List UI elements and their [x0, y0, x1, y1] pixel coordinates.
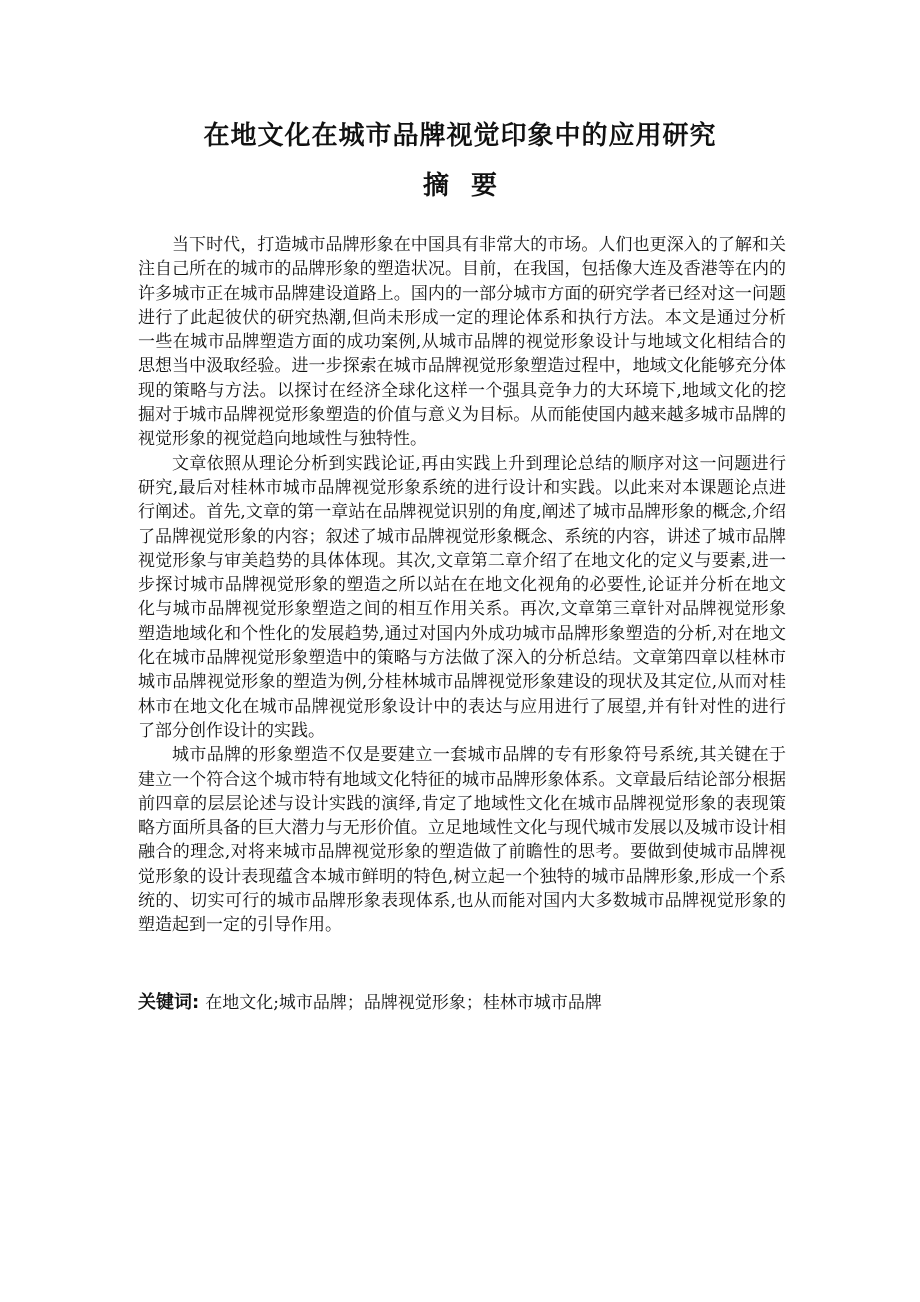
abstract-paragraph: 城市品牌的形象塑造不仅是要建立一套城市品牌的专有形象符号系统,其关键在于建立一个符合这个城市特有地域文化特征的城市品牌形象体系。文章最后结论部分根据前四章的层层论述与设计实践的演绎,肯定了地域性文化在城市品牌视觉形象的表现策略方面所具备的巨大潜力与无形价值。立足地域性文化与现代城市发展以及城市设计相融合的理念,对将来城市品牌视觉形象的塑造做了前瞻性的思考。要做到使城市品牌视觉形象的设计表现蕴含本城市鲜明的特色,树立起一个独特的城市品牌形象,形成一个系统的、切实可行的城市品牌形象表现体系,也从而能对国内大多数城市品牌视觉形象的塑造起到一定的引导作用。 — [138, 745, 786, 936]
abstract-body — [138, 233, 786, 938]
abstract-paragraph: 当下时代，打造城市品牌形象在中国具有非常大的市场。人们也更深入的了解和关注自己所在的城市的品牌形象的塑造状况。目前，在我国，包括像大连及香港等在内的许多城市正在城市品牌建设道路上。国内的一部分城市方面的研究学者已经对这一问题进行了此起彼伏的研究热潮,但尚未形成一定的理论体系和执行方法。本文是通过分析一些在城市品牌塑造方面的成功案例,从城市品牌的视觉形象设计与地域文化相结合的思想当中汲取经验。进一步探索在城市品牌视觉形象塑造过程中，地域文化能够充分体现的策略与方法。以探讨在经济全球化这样一个强具竞争力的大环境下,地域文化的挖掘对于城市品牌视觉形象塑造的价值与意义为目标。从而能使国内越来越多城市品牌的视觉形象的视觉趋向地域性与独特性。 — [138, 235, 786, 450]
keywords-label: 关键词: — [138, 992, 200, 1013]
keywords-value: 在地文化;城市品牌；品牌视觉形象；桂林市城市品牌 — [205, 993, 602, 1013]
abstract-heading: 摘要 — [422, 171, 519, 201]
abstract-paragraph: 文章依照从理论分析到实践论证,再由实践上升到理论总结的顺序对这一问题进行研究,最后对桂林市城市品牌视觉形象系统的进行设计和实践。以此来对本课题论点进行阐述。首先,文章的第一章站在品牌视觉识别的角度,阐述了城市品牌形象的概念,介绍了品牌视觉形象的内容；叙述了城市品牌视觉形象概念、系统的内容，讲述了城市品牌视觉形象与审美趋势的具体体现。其次,文章第二章介绍了在地文化的定义与要素,进一步探讨城市品牌视觉形象的塑造之所以站在在地文化视角的必要性,论证并分析在地文化与城市品牌视觉形象塑造之间的相互作用关系。再次,文章第三章针对品牌视觉形象塑造地域化和个性化的发展趋势,通过对国内外成功城市品牌形象塑造的分析,对在地文化在城市品牌视觉形象塑造中的策略与方法做了深入的分析总结。文章第四章以桂林市城市品牌视觉形象的塑造为例,分桂林城市品牌视觉形象建设的现状及其定位,从而对桂林市在地文化在城市品牌视觉形象设计中的表达与应用进行了展望,并有针对性的进行了部分创作设计的实践。 — [138, 453, 786, 741]
keywords-line — [138, 990, 786, 1016]
document-title: 在地文化在城市品牌视觉印象中的应用研究 — [203, 121, 717, 151]
